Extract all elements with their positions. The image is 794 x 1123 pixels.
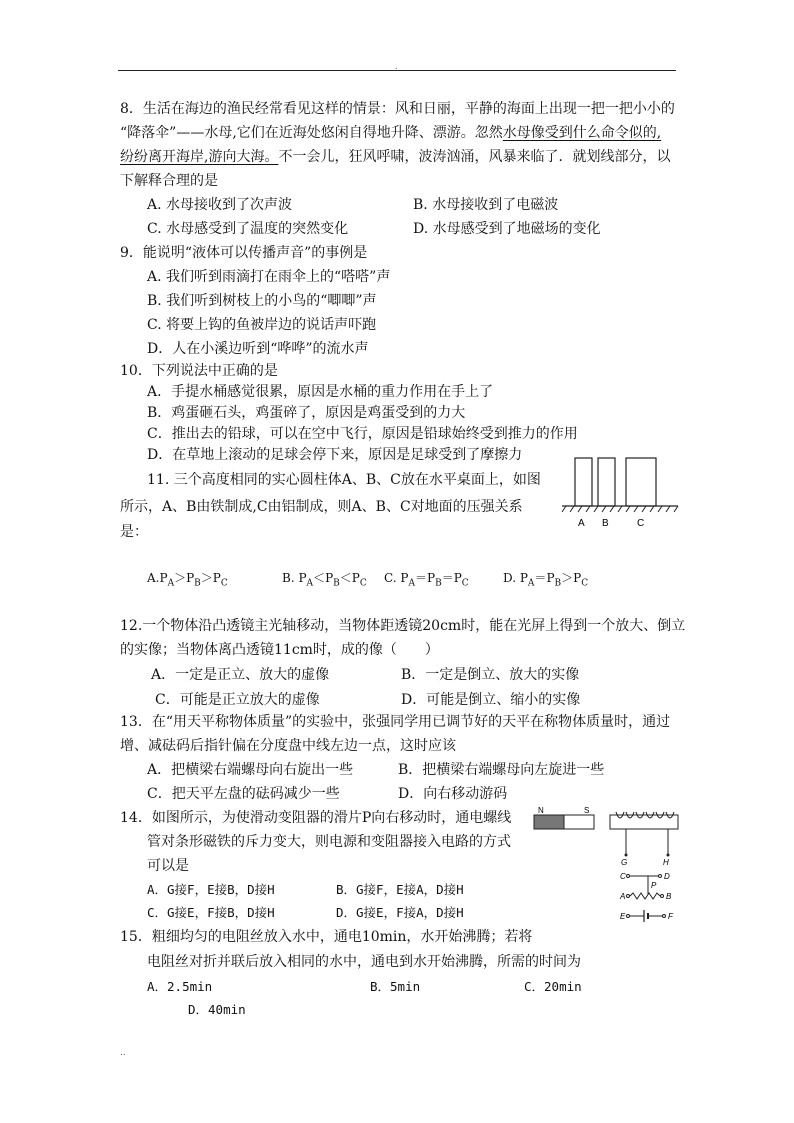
q11-option-c: C. $P_A=P_B=P_C$ [384,571,469,589]
q8-line3 [120,147,670,167]
cyl-label-c: C [637,518,645,529]
q15-option-d: D．40min [188,1002,246,1017]
q11-option-b: B. $P_A<P_B<P_C$ [282,571,367,589]
q11-option-a: $A.P_A>P_B>P_C$ [147,571,228,589]
terminal-h-label: H [663,858,669,867]
q12-option-c: C．可能是正立放大的虚像 [155,692,320,708]
q10-option-d: D．在草地上滚动的足球会停下来，原因是足球受到了摩擦力 [147,447,523,463]
q8-underlined-2: 纷纷离开海岸,游向大海。 [120,149,279,165]
q15-option-b: B．5min [370,979,421,994]
q15-line2: 电阻丝对折并联后放入相同的水中，通电到水开始沸腾，所需的时间为 [147,954,581,970]
q8-option-c: C. 水母感受到了温度的突然变化 [147,221,349,237]
magnet-label-s: S [584,806,590,815]
terminal-e-label: E [620,912,626,921]
terminal-b-label: B [666,892,672,901]
terminal-f-label: F [668,912,673,921]
q8-option-b: B. 水母接收到了电磁波 [413,197,559,213]
cylinder-a [575,458,592,506]
footer-dots: .. [120,1048,126,1058]
q12-option-d: D．可能是倒立、缩小的实像 [401,692,581,708]
q13-option-c: C．把天平左盘的砝码减少一些 [147,786,340,802]
ground-hatch [562,506,678,512]
q8-line1: 8．生活在海边的渔民经常看见这样的情景：风和日丽，平静的海面上出现一把一把小小的 [120,101,675,117]
q14-circuit-figure [530,802,690,927]
q15-option-c: C．20min [524,979,582,994]
q14-line1: 14．如图所示，为使滑动变阻器的滑片P向右移动时，通电螺线 [120,810,512,826]
q9-option-a: A. 我们听到雨滴打在雨伞上的“嗒嗒”声 [147,269,391,285]
q11-line2: 所示，A、B由铁制成,C由铝制成，则A、B、C对地面的压强关系 [120,499,523,515]
q11-cylinders-figure [560,452,680,532]
magnet-n-pole [534,815,564,829]
magnet-label-n: N [538,806,544,815]
q12-line1: 12.一个物体沿凸透镜主光轴移动，当物体距透镜20cm时，能在光屏上得到一个放大、倒立 [120,618,686,634]
cyl-label-b: B [602,518,609,529]
q14-option-b: B．G接F，E接A，D接H [336,882,464,897]
q8-line4: 下解释合理的是 [120,173,218,189]
q9-option-d: D．人在小溪边听到“哗哗”的流水声 [147,341,369,357]
q8-line3-plain: 不一会儿，狂风呼啸，波涛汹涌，风暴来临了．就划线部分，以 [278,149,671,165]
q14-option-c: C．G接E，F接B，D接H [147,905,275,920]
q12-option-b: B．一定是倒立、放大的实像 [401,667,580,683]
q9-stem: 9．能说明“液体可以传播声音”的事例是 [120,245,368,261]
q11-line1: 11. 三个高度相同的实心圆柱体A、B、C放在水平桌面上，如图 [147,472,541,488]
q9-option-c: C. 将要上钩的鱼被岸边的说话声吓跑 [147,317,377,333]
q13-line2: 增、减砝码后指针偏在分度盘中线左边一点，这时应该 [120,738,456,754]
cylinder-c [626,458,656,506]
q12-line2: 的实像；当物体离凸透镜11cm时，成的像（ ） [120,642,439,658]
q8-option-d: D. 水母感受到了地磁场的变化 [413,221,601,237]
q8-line2-plain: “降落伞”——水母,它们在近海处悠闲自得地升降、漂游。忽然 [120,125,503,141]
q8-underlined-1: 水母像受到什么命令似的, [502,125,662,141]
cyl-label-a: A [578,518,585,529]
magnet-s-pole [564,815,594,829]
terminal-g-label: G [621,858,628,867]
q9-option-b: B. 我们听到树枝上的小鸟的“唧唧”声 [147,293,377,309]
terminal-c-label: C [620,872,626,881]
q8-option-a: A. 水母接收到了次声波 [147,197,293,213]
q13-line1: 13．在“用天平称物体质量”的实验中，张强同学用已调节好的天平在称物体质量时，通过 [120,714,671,730]
q12-option-a: A．一定是正立、放大的虚像 [151,667,330,683]
resistance-wire [630,893,660,899]
q14-option-a: A．G接F，E接B，D接H [147,882,275,897]
slider-p-label: P [651,881,657,890]
terminal-a-label: A [620,892,626,901]
q13-option-b: B．把横梁右端螺母向左旋进一些 [398,762,605,778]
q10-stem: 10．下列说法中正确的是 [120,363,278,379]
cylinder-b [598,458,615,506]
q14-line2: 管对条形磁铁的斥力变大，则电源和变阻器接入电路的方式 [147,834,511,850]
terminal-d-label: D [664,872,670,881]
q13-option-d: D．向右移动游码 [398,786,508,802]
q10-option-b: B．鸡蛋砸石头，鸡蛋碎了，原因是鸡蛋受到的力大 [147,405,466,421]
q15-option-a: A．2.5min [147,979,213,994]
header-dot: . [395,62,398,71]
q13-option-a: A．把横梁右端螺母向右旋出一些 [147,762,354,778]
q15-line1: 15．粗细均匀的电阻丝放入水中，通电10min，水开始沸腾；若将 [120,929,533,945]
q8-line2 [120,123,661,143]
q11-line3: 是： [120,524,148,540]
q10-option-c: C．推出去的铅球，可以在空中飞行，原因是铅球始终受到推力的作用 [147,426,578,442]
q14-option-d: D．G接E，F接A，D接H [336,905,464,920]
q14-line3: 可以是 [147,858,189,874]
q11-option-d: D. $P_A=P_B>P_C$ [503,571,589,589]
q10-option-a: A．手提水桶感觉很累，原因是水桶的重力作用在手上了 [147,384,494,400]
